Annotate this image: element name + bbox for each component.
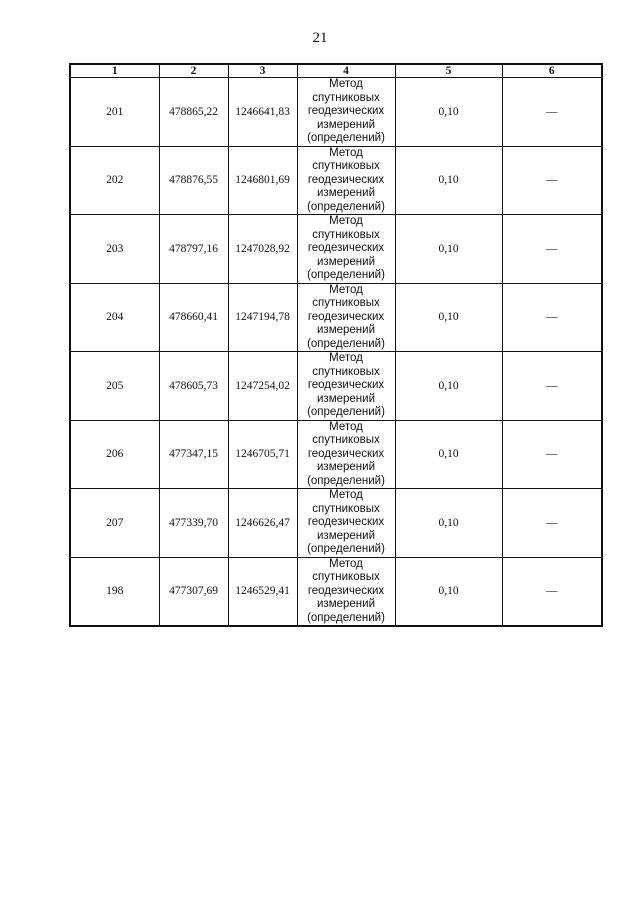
method-text-line: спутниковых xyxy=(312,571,380,583)
y-coordinate-cell: 1246641,83 xyxy=(228,78,297,147)
method-text-line: спутниковых xyxy=(312,160,380,172)
column-header-4: 4 xyxy=(297,64,395,78)
method-text-line: измерений xyxy=(317,461,375,473)
method-text-line: (определений) xyxy=(307,406,385,418)
column-header-2: 2 xyxy=(159,64,228,78)
method-text-line: (определений) xyxy=(307,132,385,144)
x-coordinate-cell: 478797,16 xyxy=(159,215,228,284)
method-text-line: измерений xyxy=(317,324,375,336)
accuracy-cell: 0,10 xyxy=(395,420,502,489)
note-cell: — xyxy=(502,557,602,626)
point-number-cell: 207 xyxy=(70,489,159,558)
method-text-line: геодезических xyxy=(307,242,385,254)
accuracy-cell: 0,10 xyxy=(395,146,502,215)
method-text-line: измерений xyxy=(317,255,375,268)
table-row xyxy=(70,557,602,626)
method-cell xyxy=(297,557,395,626)
table-row xyxy=(70,215,602,284)
table-row xyxy=(70,146,602,215)
y-coordinate-cell: 1246705,71 xyxy=(228,420,297,489)
column-header-5: 5 xyxy=(395,64,502,78)
x-coordinate-cell: 478865,22 xyxy=(159,78,228,147)
point-number-cell: 201 xyxy=(70,78,159,147)
x-coordinate-cell: 477339,70 xyxy=(159,489,228,558)
method-text-line: (определений) xyxy=(307,200,385,213)
note-cell: — xyxy=(502,489,602,558)
method-text-line: спутниковых xyxy=(312,228,380,241)
column-header-1: 1 xyxy=(70,64,159,78)
method-text-line: спутниковых xyxy=(312,434,380,446)
table-row xyxy=(70,78,602,147)
method-text-line: геодезических xyxy=(307,310,385,323)
method-text-line: Метод xyxy=(329,146,363,159)
method-text-line: Метод xyxy=(329,352,363,364)
column-header-6: 6 xyxy=(502,64,602,78)
method-text-line: Метод xyxy=(329,420,363,433)
y-coordinate-cell: 1246801,69 xyxy=(228,146,297,215)
table-row xyxy=(70,283,602,352)
method-text-line: (определений) xyxy=(307,269,385,281)
method-text-line: измерений xyxy=(317,392,375,405)
method-cell xyxy=(297,146,395,215)
column-header-3: 3 xyxy=(228,64,297,78)
note-cell: — xyxy=(502,146,602,215)
point-number-cell: 203 xyxy=(70,215,159,284)
x-coordinate-cell: 477347,15 xyxy=(159,420,228,489)
method-text-line: измерений xyxy=(317,598,375,610)
method-cell xyxy=(297,283,395,352)
note-cell: — xyxy=(502,215,602,284)
point-number-cell: 206 xyxy=(70,420,159,489)
method-text-line: геодезических xyxy=(307,516,385,528)
note-cell: — xyxy=(502,78,602,147)
method-text-line: Метод xyxy=(329,283,363,296)
x-coordinate-cell: 478605,73 xyxy=(159,352,228,421)
method-cell xyxy=(297,420,395,489)
note-cell: — xyxy=(502,283,602,352)
note-cell: — xyxy=(502,352,602,421)
y-coordinate-cell: 1247194,78 xyxy=(228,283,297,352)
method-text-line: измерений xyxy=(317,529,375,542)
y-coordinate-cell: 1247028,92 xyxy=(228,215,297,284)
method-text-line: (определений) xyxy=(307,543,385,555)
method-text-line: Метод xyxy=(329,78,363,90)
x-coordinate-cell: 478876,55 xyxy=(159,146,228,215)
method-text-line: спутниковых xyxy=(312,297,380,309)
accuracy-cell: 0,10 xyxy=(395,215,502,284)
y-coordinate-cell: 1246529,41 xyxy=(228,557,297,626)
accuracy-cell: 0,10 xyxy=(395,489,502,558)
accuracy-cell: 0,10 xyxy=(395,283,502,352)
x-coordinate-cell: 477307,69 xyxy=(159,557,228,626)
y-coordinate-cell: 1246626,47 xyxy=(228,489,297,558)
table-header-row xyxy=(70,64,602,78)
method-text-line: геодезических xyxy=(307,105,385,117)
method-text-line: (определений) xyxy=(307,611,385,624)
page-number: 21 xyxy=(312,30,328,46)
method-text-line: измерений xyxy=(317,187,375,199)
method-text-line: геодезических xyxy=(307,584,385,597)
point-number-cell: 205 xyxy=(70,352,159,421)
method-cell xyxy=(297,489,395,558)
coordinates-table xyxy=(69,63,603,627)
method-text-line: Метод xyxy=(329,215,363,227)
note-cell: — xyxy=(502,420,602,489)
method-text-line: спутниковых xyxy=(312,502,380,515)
y-coordinate-cell: 1247254,02 xyxy=(228,352,297,421)
accuracy-cell: 0,10 xyxy=(395,78,502,147)
method-text-line: геодезических xyxy=(307,379,385,391)
method-text-line: спутниковых xyxy=(312,365,380,378)
point-number-cell: 202 xyxy=(70,146,159,215)
method-text-line: (определений) xyxy=(307,474,385,487)
x-coordinate-cell: 478660,41 xyxy=(159,283,228,352)
table-row xyxy=(70,352,602,421)
method-cell xyxy=(297,352,395,421)
method-cell xyxy=(297,78,395,147)
accuracy-cell: 0,10 xyxy=(395,557,502,626)
method-text-line: Метод xyxy=(329,557,363,570)
accuracy-cell: 0,10 xyxy=(395,352,502,421)
method-text-line: спутниковых xyxy=(312,91,380,104)
table-body xyxy=(70,78,602,627)
method-text-line: геодезических xyxy=(307,447,385,460)
table-row xyxy=(70,420,602,489)
point-number-cell: 204 xyxy=(70,283,159,352)
method-text-line: Метод xyxy=(329,489,363,501)
table-row xyxy=(70,489,602,558)
method-text-line: геодезических xyxy=(307,173,385,186)
method-text-line: измерений xyxy=(317,118,375,131)
method-text-line: (определений) xyxy=(307,337,385,350)
point-number-cell: 198 xyxy=(70,557,159,626)
method-cell xyxy=(297,215,395,284)
